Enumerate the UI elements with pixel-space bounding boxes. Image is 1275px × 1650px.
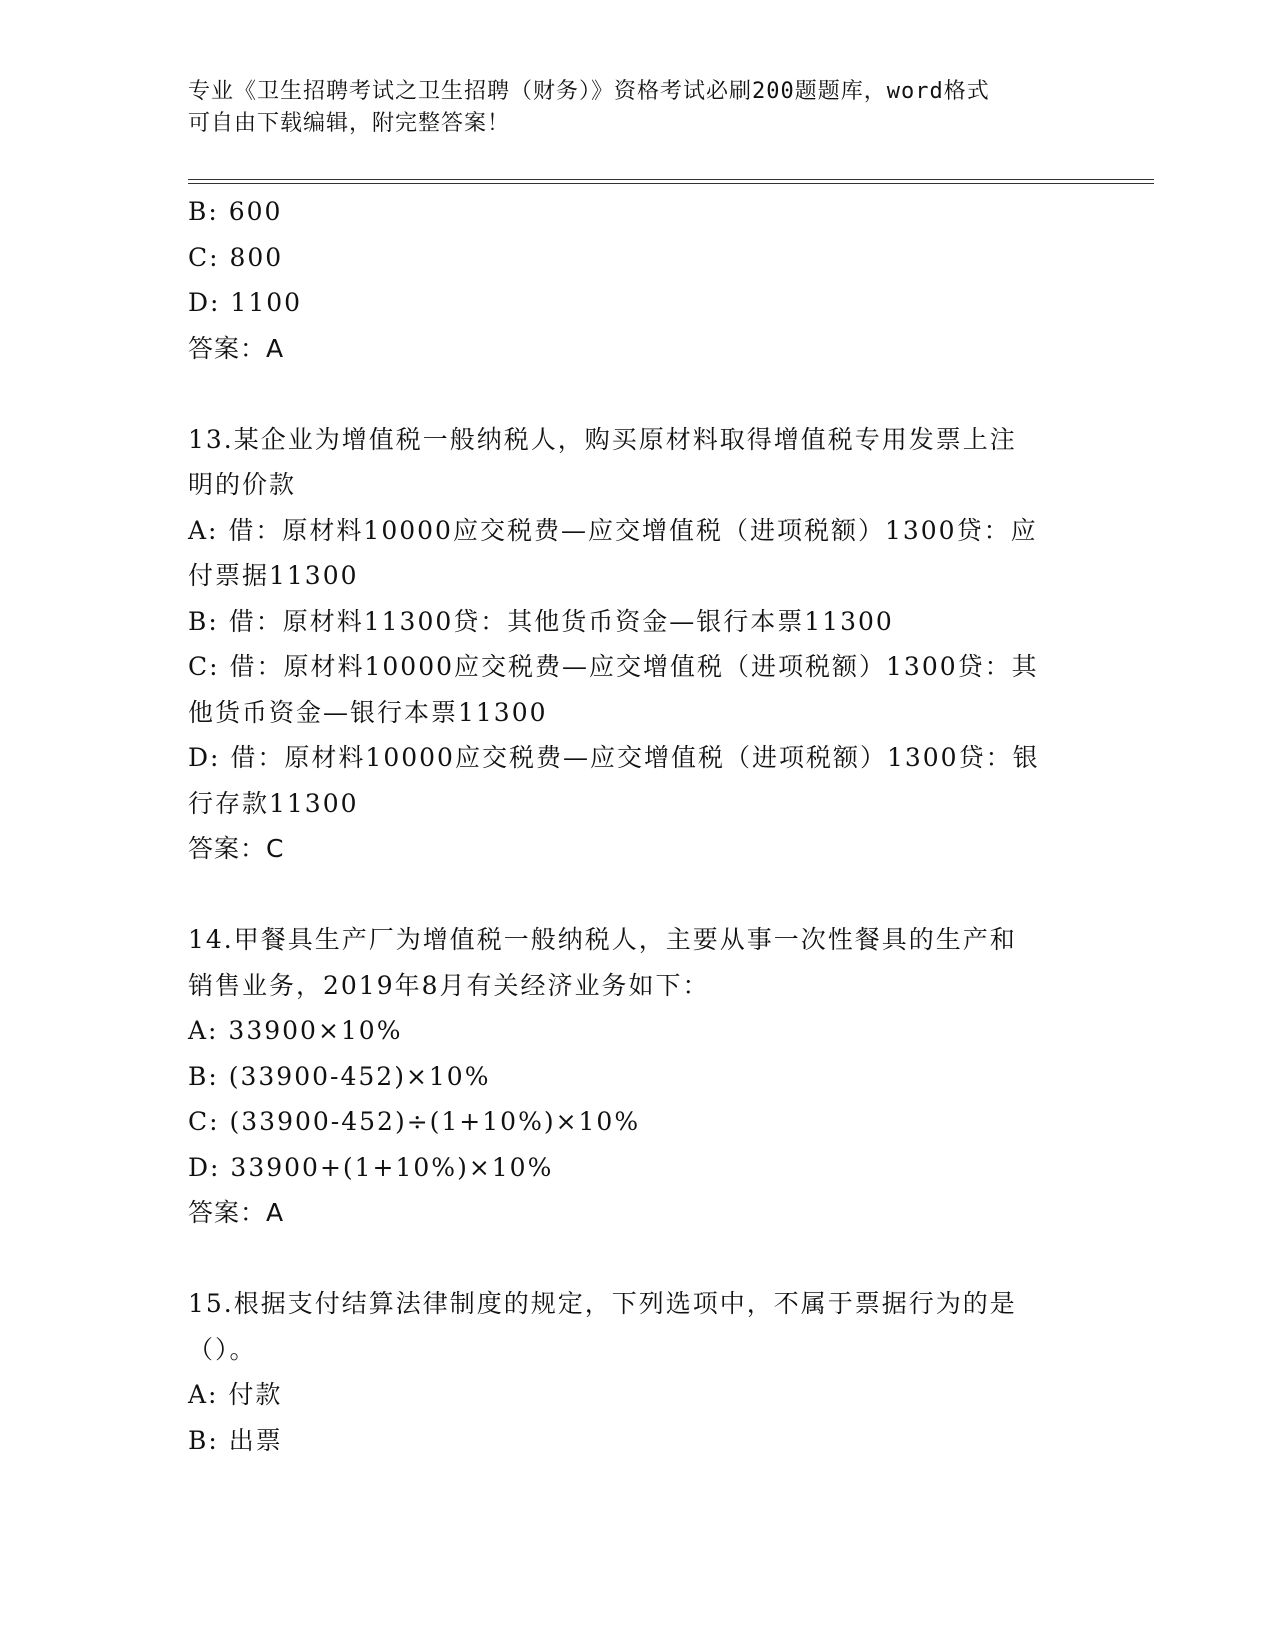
header-line-1: 专业《卫生招聘考试之卫生招聘（财务）》资格考试必刷200题题库，word格式	[188, 79, 990, 104]
answer-line: 答案：A	[188, 1198, 285, 1227]
header-line-2: 可自由下载编辑，附完整答案！	[188, 111, 511, 136]
question-stem: 13.某企业为增值税一般纳税人，购买原材料取得增值税专用发票上注	[188, 424, 1017, 454]
question-stem-cont: 销售业务，2019年8月有关经济业务如下：	[188, 970, 710, 1000]
option-d-cont: 行存款11300	[188, 788, 359, 818]
question-15	[188, 1281, 1088, 1463]
option-c: C: 借：原材料10000应交税费—应交增值税（进项税额）1300贷：其	[188, 652, 1039, 681]
question-stem: 15.根据支付结算法律制度的规定，下列选项中，不属于票据行为的是	[188, 1289, 1017, 1318]
question-stem: 14.甲餐具生产厂为增值税一般纳税人，主要从事一次性餐具的生产和	[188, 925, 1017, 954]
option-b: B: (33900-452)×10%	[188, 1061, 491, 1091]
spacer	[188, 1236, 1088, 1282]
question-stem-cont: 明的价款	[188, 470, 297, 499]
option-a: A: 付款	[188, 1380, 283, 1409]
question-13	[188, 417, 1088, 872]
document-header	[188, 76, 1068, 140]
spacer	[188, 872, 1088, 918]
question-list	[188, 189, 1088, 1463]
option-a-cont: 付票据11300	[188, 561, 359, 590]
option-c: C: 800	[188, 242, 284, 272]
option-a: A: 借：原材料10000应交税费—应交增值税（进项税额）1300贷：应	[188, 515, 1038, 545]
header-divider-bottom	[188, 183, 1154, 184]
option-b: B: 借：原材料11300贷：其他货币资金—银行本票11300	[188, 606, 894, 636]
option-b: B: 出票	[188, 1425, 283, 1455]
question-14	[188, 917, 1088, 1236]
option-b: B: 600	[188, 197, 283, 226]
option-c: C: (33900-452)÷(1+10%)×10%	[188, 1107, 641, 1136]
answer-line: 答案：A	[188, 333, 285, 363]
spacer	[188, 371, 1088, 417]
option-a: A: 33900×10%	[188, 1016, 403, 1045]
option-d: D: 33900+(1+10%)×10%	[188, 1152, 554, 1182]
option-d: D: 借：原材料10000应交税费—应交增值税（进项税额）1300贷：银	[188, 743, 1040, 772]
header-divider-top	[188, 179, 1154, 180]
option-d: D: 1100	[188, 288, 303, 317]
question-stem-cont: （）。	[188, 1334, 257, 1364]
option-c-cont: 他货币资金—银行本票11300	[188, 697, 548, 727]
answer-line: 答案：C	[188, 834, 285, 863]
prev-question	[188, 189, 1088, 371]
